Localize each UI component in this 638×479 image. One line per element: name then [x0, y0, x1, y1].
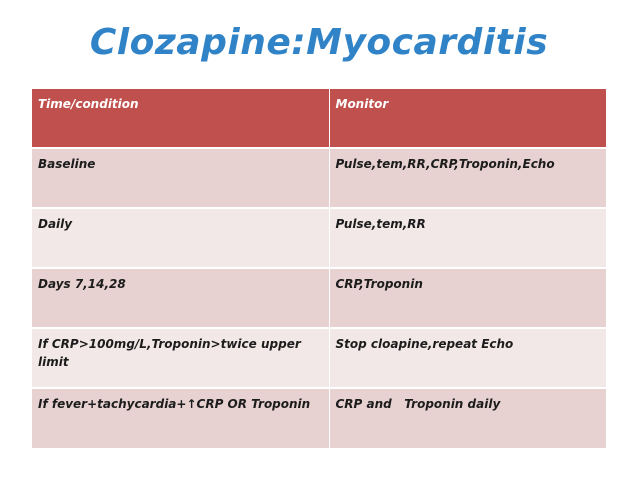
- condition-cell: If CRP>100mg/L,Troponin>twice upper limit: [32, 328, 329, 388]
- condition-text-start: If fever+tachycardia+: [38, 397, 187, 411]
- table-header-row: [32, 89, 606, 148]
- table-row: [32, 208, 606, 268]
- table-row: [32, 388, 606, 449]
- monitoring-table: [32, 89, 607, 450]
- condition-cell: Days 7,14,28: [32, 268, 329, 328]
- table-row: [32, 148, 606, 208]
- up-arrow-icon: ↑: [186, 397, 197, 411]
- monitor-cell: Stop cloapine,repeat Echo: [329, 328, 606, 388]
- monitor-cell: Pulse,tem,RR,CRP,Troponin,Echo: [329, 148, 606, 208]
- condition-cell: [32, 388, 329, 449]
- slide-title: Clozapine:Myocarditis: [89, 22, 549, 63]
- condition-cell: Baseline: [32, 148, 329, 208]
- table-row: [32, 328, 606, 388]
- monitor-cell: Pulse,tem,RR: [329, 208, 606, 268]
- monitor-cell: CRP and Troponin daily: [329, 388, 606, 449]
- header-time-condition: Time/condition: [32, 89, 329, 148]
- monitor-cell: CRP,Troponin: [329, 268, 606, 328]
- condition-cell: Daily: [32, 208, 329, 268]
- table-row: [32, 268, 606, 328]
- condition-text-end: CRP OR Troponin: [196, 397, 311, 411]
- header-monitor: Monitor: [329, 89, 606, 148]
